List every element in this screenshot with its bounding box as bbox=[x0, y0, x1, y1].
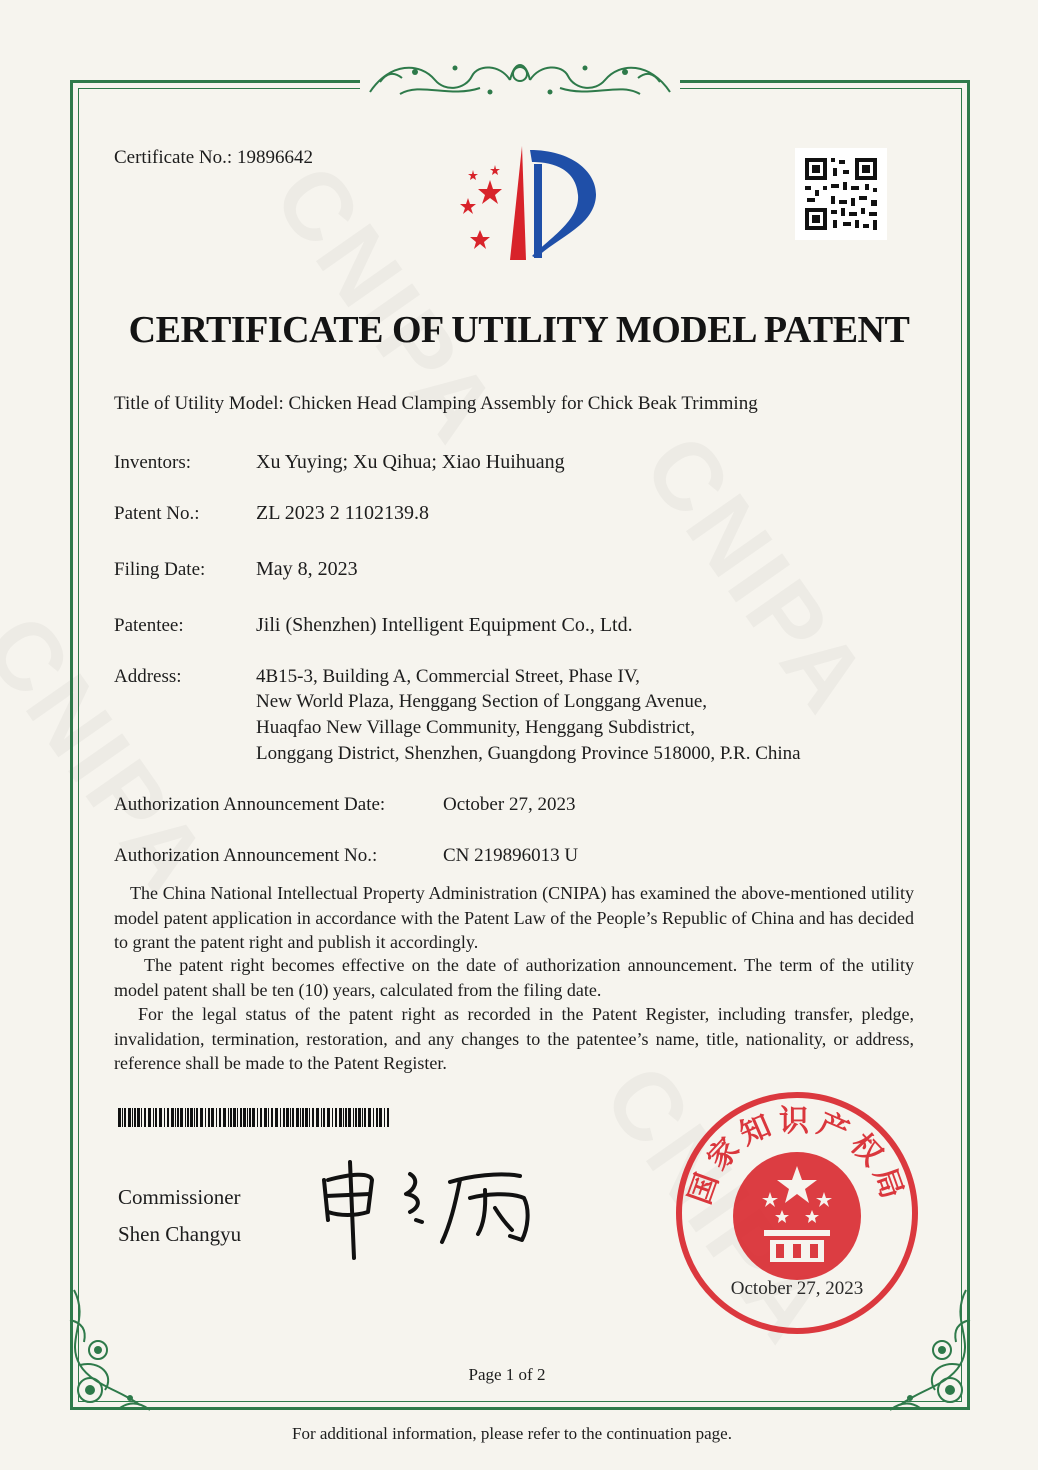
official-seal-icon bbox=[672, 1088, 922, 1338]
certificate-number bbox=[114, 147, 313, 169]
patentee-value: Jili (Shenzhen) Intelligent Equipment Co., Ltd. bbox=[256, 614, 633, 636]
qr-code-icon bbox=[795, 148, 887, 240]
address-line: New World Plaza, Henggang Section of Longgang Avenue, bbox=[256, 691, 708, 712]
address-line: 4B15-3, Building A, Commercial Street, Phase IV, bbox=[256, 666, 640, 687]
model-title-value: Chicken Head Clamping Assembly for Chick Beak Trimming bbox=[288, 393, 758, 414]
seal-date: October 27, 2023 bbox=[730, 1278, 864, 1299]
body-paragraph-3: For the legal status of the patent right as recorded in the Patent Register, including transfer, pledge, invalidation, termination, restoration, and any changes to the patentee’s name, title, nationality, or address, reference shall be made to the Patent Register. bbox=[114, 1004, 914, 1073]
commissioner-role: Commissioner bbox=[118, 1185, 241, 1209]
seal-text: 国家知识产权局 bbox=[682, 1103, 912, 1209]
model-title-label: Title of Utility Model: bbox=[114, 393, 284, 414]
inventors-label: Inventors: bbox=[114, 452, 192, 473]
body-paragraph-2: The patent right becomes effective on the date of authorization announcement. The term of the utility model patent shall be ten (10) years, calculated from the filing date. bbox=[114, 955, 914, 1000]
page-indicator: Page 1 of 2 bbox=[468, 1365, 546, 1384]
patentee-label: Patentee: bbox=[114, 615, 184, 636]
address-line: Huaqfao New Village Community, Henggang Subdistrict, bbox=[256, 717, 695, 738]
inventors-value: Xu Yuying; Xu Qihua; Xiao Huihuang bbox=[256, 451, 565, 473]
filing-date-value: May 8, 2023 bbox=[256, 558, 358, 580]
auth-date-label: Authorization Announcement Date: bbox=[114, 794, 386, 815]
address-line: Longgang District, Shenzhen, Guangdong Province 518000, P.R. China bbox=[256, 743, 801, 764]
certificate-number-value: 19896642 bbox=[236, 147, 313, 168]
auth-no-value: CN 219896013 U bbox=[443, 845, 579, 866]
top-ornament-icon bbox=[360, 52, 680, 104]
barcode-icon bbox=[118, 1108, 390, 1127]
auth-no-label: Authorization Announcement No.: bbox=[114, 845, 378, 866]
corner-ornament-icon bbox=[60, 1280, 170, 1420]
footer-note: For additional information, please refer to the continuation page. bbox=[292, 1424, 732, 1443]
certificate-title: CERTIFICATE OF UTILITY MODEL PATENT bbox=[128, 309, 910, 351]
patent-no-label: Patent No.: bbox=[114, 503, 200, 524]
signature-icon bbox=[310, 1150, 550, 1265]
auth-date-value: October 27, 2023 bbox=[443, 794, 576, 815]
commissioner-name: Shen Changyu bbox=[118, 1222, 242, 1246]
cnipa-logo-icon bbox=[440, 140, 605, 265]
address-label: Address: bbox=[114, 666, 182, 687]
model-title-row bbox=[114, 393, 758, 415]
patent-no-value: ZL 2023 2 1102139.8 bbox=[256, 502, 429, 524]
body-paragraph-1: The China National Intellectual Property Administration (CNIPA) has examined the above-mentioned utility model patent application in accordance with the Patent Law of the People’s Republic of China and has decided to grant the patent right and publish it accordingly. bbox=[114, 883, 914, 952]
filing-date-label: Filing Date: bbox=[114, 559, 206, 580]
certificate-number-label: Certificate No.: bbox=[114, 147, 233, 168]
